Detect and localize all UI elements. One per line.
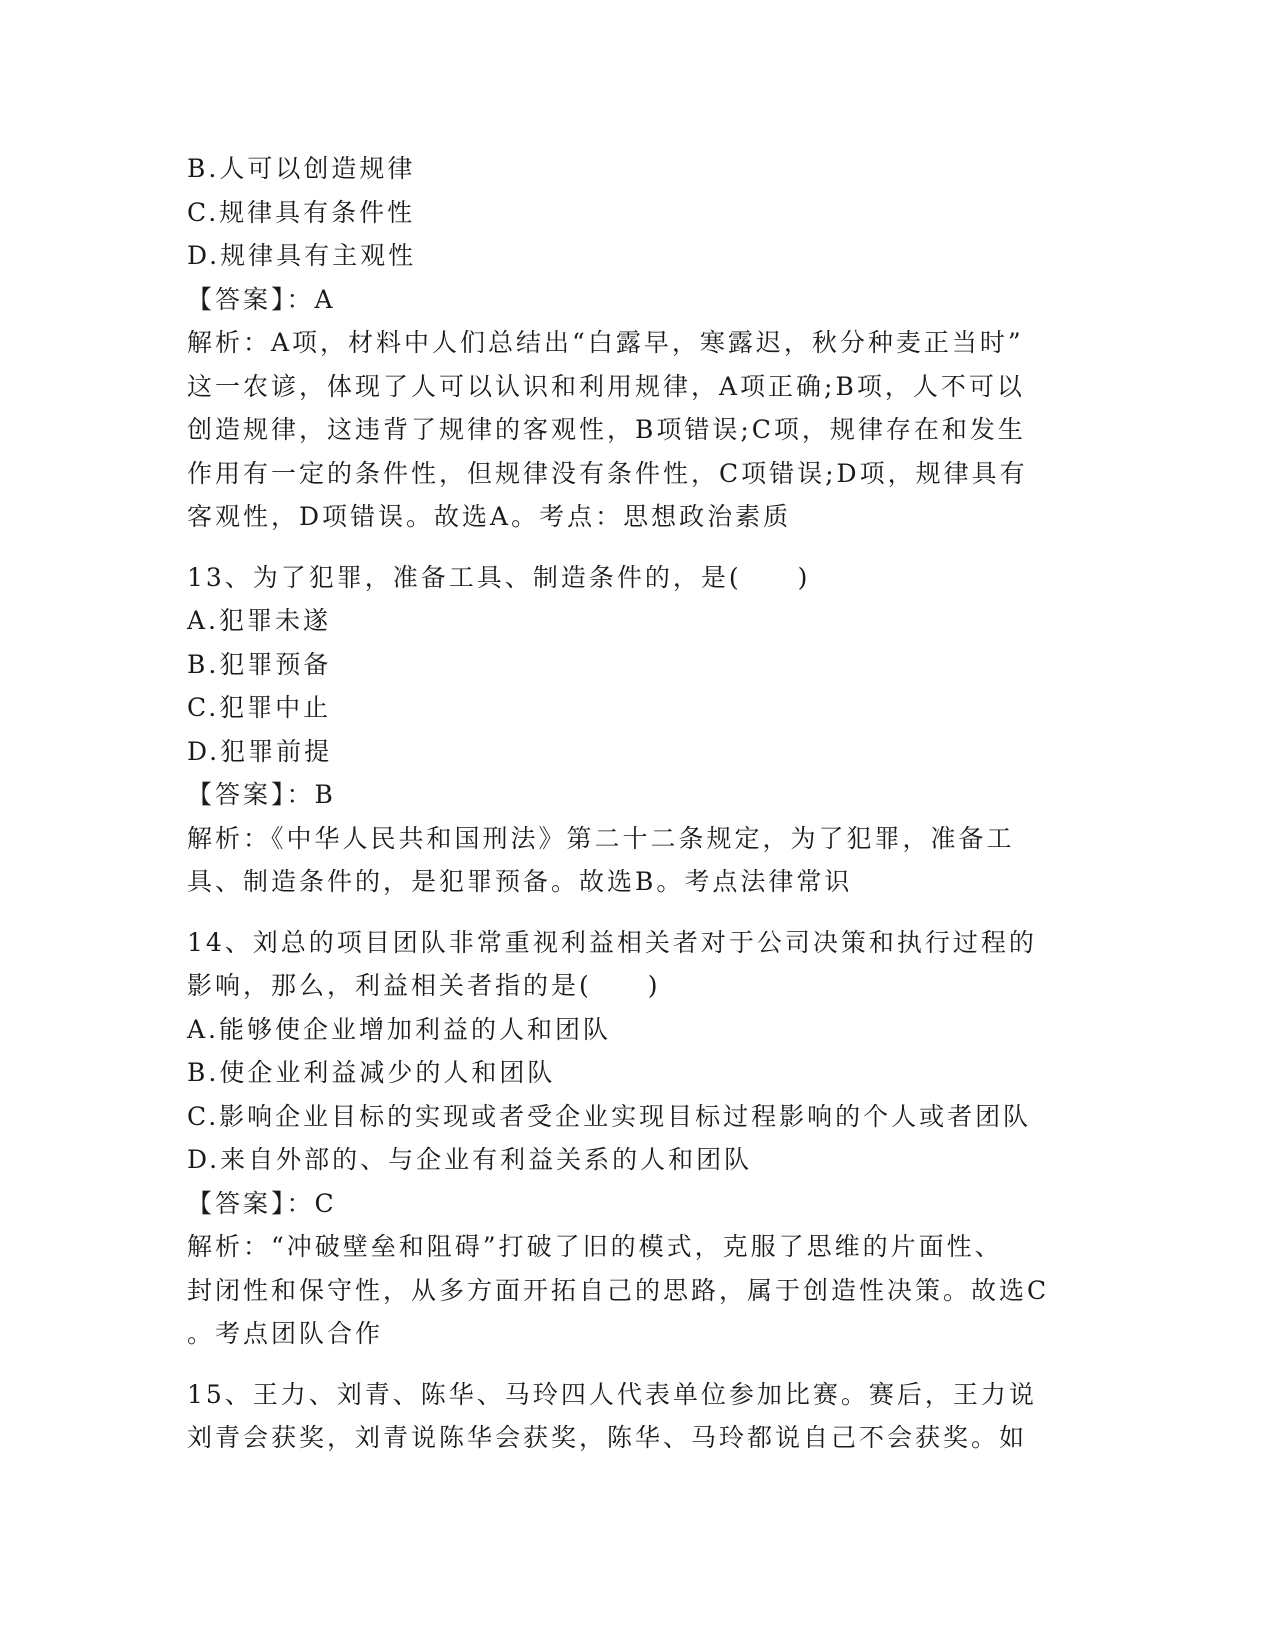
explanation-line: 作用有一定的条件性，但规律没有条件性，C项错误;D项，规律具有 — [187, 458, 1028, 488]
question-text: 刘青会获奖，刘青说陈华会获奖，陈华、马玲都说自己不会获奖。如 — [187, 1423, 1028, 1452]
explanation-line: 这一农谚，体现了人可以认识和利用规律，A项正确;B项，人不可以 — [187, 371, 1025, 401]
option-b: B.使企业利益减少的人和团队 — [187, 1058, 556, 1087]
spacer — [187, 1356, 1087, 1373]
explanation-line: 解析：“冲破壁垒和阻碍”打破了旧的模式，克服了思维的片面性、 — [187, 1232, 1003, 1261]
question-12-block — [187, 147, 1087, 539]
spacer — [187, 904, 1087, 921]
question-14-block — [187, 921, 1087, 1356]
option-d: D.犯罪前提 — [187, 736, 333, 766]
explanation-line: 创造规律，这违背了规律的客观性，B项错误;C项，规律存在和发生 — [187, 415, 1026, 444]
option-b: B.犯罪预备 — [187, 649, 332, 679]
explanation-line: 解析：A项，材料中人们总结出“白露早，寒露迟，秋分种麦正当时” — [187, 328, 1024, 357]
question-text: 14、刘总的项目团队非常重视利益相关者对于公司决策和执行过程的 — [187, 927, 1037, 957]
option-c: C.犯罪中止 — [187, 693, 332, 722]
document-page — [187, 147, 1087, 1460]
option-d: D.规律具有主观性 — [187, 241, 417, 270]
explanation-line: 具、制造条件的，是犯罪预备。故选B。考点法律常识 — [187, 867, 853, 896]
question-13-block — [187, 556, 1087, 904]
option-c: C.规律具有条件性 — [187, 197, 416, 227]
answer-line: 【答案】：A — [187, 284, 336, 314]
explanation-line: 解析：《中华人民共和国刑法》第二十二条规定，为了犯罪，准备工 — [187, 823, 1015, 853]
spacer — [187, 539, 1087, 556]
question-text: 13、为了犯罪，准备工具、制造条件的，是( ) — [187, 562, 811, 592]
explanation-line: 客观性，D项错误。故选A。考点：思想政治素质 — [187, 502, 792, 531]
answer-line: 【答案】：C — [187, 1188, 337, 1218]
option-a: A.犯罪未遂 — [187, 606, 332, 635]
explanation-line: 。考点团队合作 — [187, 1319, 384, 1348]
option-a: A.能够使企业增加利益的人和团队 — [187, 1014, 612, 1044]
question-text: 15、王力、刘青、陈华、马玲四人代表单位参加比赛。赛后，王力说 — [187, 1379, 1037, 1409]
explanation-line: 封闭性和保守性，从多方面开拓自己的思路，属于创造性决策。故选C — [187, 1275, 1050, 1305]
question-15-block — [187, 1373, 1087, 1460]
answer-line: 【答案】：B — [187, 780, 336, 809]
option-c: C.影响企业目标的实现或者受企业实现目标过程影响的个人或者团队 — [187, 1101, 1032, 1131]
question-text: 影响，那么，利益相关者指的是( ) — [187, 971, 661, 1000]
option-b: B.人可以创造规律 — [187, 154, 416, 183]
option-d: D.来自外部的、与企业有利益关系的人和团队 — [187, 1145, 753, 1174]
